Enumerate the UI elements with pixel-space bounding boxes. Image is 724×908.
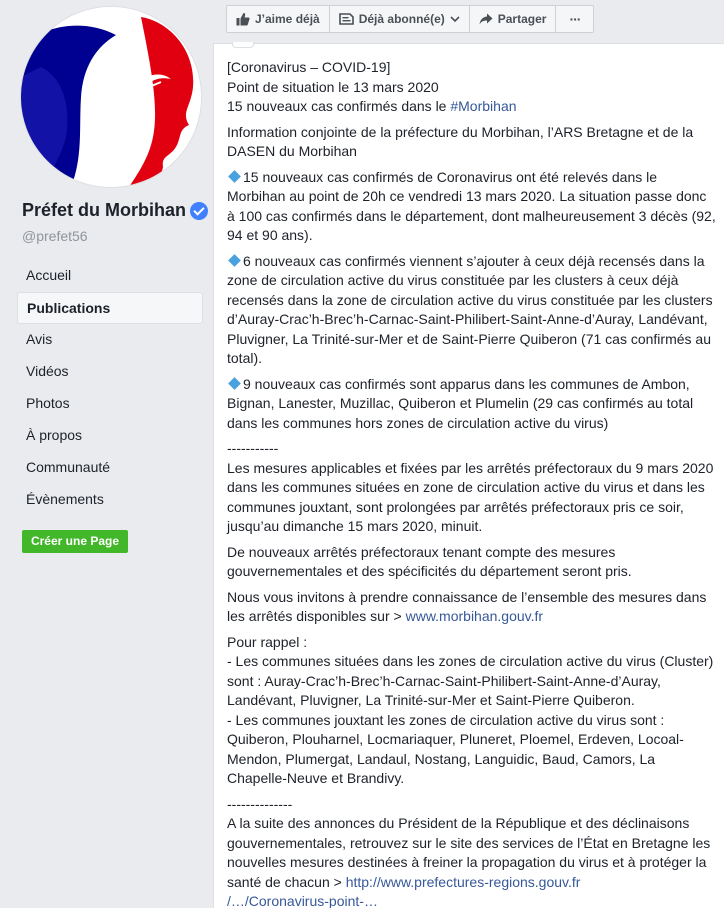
rss-feed-icon xyxy=(339,13,354,25)
separator-2: -------------- xyxy=(227,795,293,812)
blue-diamond-icon xyxy=(228,254,241,267)
hashtag-link[interactable]: #Morbihan xyxy=(450,98,517,114)
page-handle: @prefet56 xyxy=(22,228,88,244)
share-button[interactable] xyxy=(470,6,557,32)
post-invite xyxy=(227,588,717,627)
post-panel xyxy=(213,43,724,908)
post-point-3-text: 9 nouveaux cas confirmés sont apparus dans les communes de Ambon, Bignan, Lanester, Muzillac, Quiberon et Plumelin (29 cas confirmés au total dans les communes hors zones de circulation active du virus) xyxy=(227,375,694,431)
reminder-adjacent: - Les communes jouxtant les zones de circulation active du virus sont : Quiberon, Plouharnel, Locmariaquer, Pluneret, Ploemel, Erdeven, Locoal-Mendon, Plumergat, Landaul, Nostang, Languidic, Baud, Camors, La Chapelle-Neuve et Brandivy. xyxy=(227,711,684,786)
post-intro: Information conjointe de la préfecture du Morbihan, l’ARS Bretagne et de la DASEN du Morbihan xyxy=(227,123,694,159)
more-options-button[interactable] xyxy=(556,6,593,32)
nav-item-accueil[interactable]: Accueil xyxy=(26,267,72,283)
post-point-2 xyxy=(227,252,717,369)
post-measures xyxy=(227,439,717,537)
post-point-2-text: 6 nouveaux cas confirmés viennent s’ajouter à ceux déjà recensés dans la zone de circulation active du virus constituée par les clusters à ceux déjà recensés dans la zone de circulation active du virus constituée par les clusters d’Auray-Crac’h-Brec’h-Carnac-Saint-Philibert-Saint-Anne-d’Auray, Landévant, Pluvigner, La Trinité-sur-Mer et de Saint-Pierre Quiberon (71 cas confirmés au total). xyxy=(227,252,713,366)
separator-1: ----------- xyxy=(227,440,279,456)
post-president-text: A la suite des annonces du Président de la République et des déclinaisons gouvernementales, retrouvez sur le site des services de l’État en Bretagne les nouvelles mesures destinées à freiner la propagation du virus et à protéger la santé de chacun > xyxy=(227,815,711,890)
blue-diamond-icon xyxy=(228,377,241,390)
post-invite-text: Nous vous invitons à prendre connaissance de l’ensemble des mesures dans les arrêtés disponibles sur > xyxy=(227,588,707,624)
nav-item-evenements[interactable]: Évènements xyxy=(26,491,104,507)
post-header-line-2: Point de situation le 13 mars 2020 xyxy=(227,78,439,95)
post-measures-text: Les mesures applicables et fixées par les arrêtés préfectoraux du 9 mars 2020 dans les communes situées en zone de circulation active du virus et dans les communes jouxtant, sont prolongées par arrêtés préfectoraux pris ce soir, jusqu’au dimanche 15 mars 2020, minuit. xyxy=(227,459,714,534)
page-name-text: Préfet du Morbihan xyxy=(22,200,187,220)
follow-button-label: Déjà abonné(e) xyxy=(358,12,445,26)
nav-item-photos[interactable]: Photos xyxy=(26,395,70,411)
nav-item-a-propos[interactable]: À propos xyxy=(26,427,83,443)
reminder-clusters: - Les communes situées dans les zones de circulation active du virus (Cluster) sont : Auray-Crac’h-Brec’h-Carnac-Saint-Philibert-Saint-Anne-d’Auray, Landévant, Pluvigner, La Trinité-sur-Mer et Saint-Pierre Quiberon. xyxy=(227,653,714,708)
post-header-line-3: 15 nouveaux cas confirmés dans le xyxy=(227,98,451,114)
prefectures-link-tail[interactable]: /…/Coronavirus-point-… xyxy=(227,893,378,908)
page-nav xyxy=(17,260,203,516)
nav-item-avis[interactable]: Avis xyxy=(26,331,53,347)
post-body xyxy=(227,58,717,908)
post-new-decrees: De nouveaux arrêtés préfectoraux tenant compte des mesures gouvernementales et des spécificités du département seront pris. xyxy=(227,543,632,579)
like-button-label: J’aime déjà xyxy=(255,12,320,26)
post-header xyxy=(227,58,717,117)
page-name[interactable] xyxy=(22,200,208,221)
left-column xyxy=(0,0,213,908)
follow-button[interactable] xyxy=(330,6,470,32)
share-arrow-icon xyxy=(479,13,493,25)
share-button-label: Partager xyxy=(497,12,547,26)
nav-item-communaute[interactable]: Communauté xyxy=(26,459,111,475)
nav-item-publications[interactable]: Publications xyxy=(17,292,203,324)
marianne-logo-icon xyxy=(21,7,201,187)
thumbs-up-icon xyxy=(236,12,250,26)
post-point-1 xyxy=(227,168,717,246)
post-header-line-1: [Coronavirus – COVID-19] xyxy=(227,59,391,75)
post-president xyxy=(227,795,717,908)
page-actions-bar xyxy=(226,5,594,33)
profile-avatar[interactable] xyxy=(20,6,202,188)
post-tab-decoration xyxy=(232,42,254,48)
post-point-1-text: 15 nouveaux cas confirmés de Coronavirus ont été relevés dans le Morbihan au point de 20h ce vendredi 13 mars 2020. La situation passe donc à 100 cas confirmés dans le département, dont malheureusement 3 décès (92, 94 et 90 ans). xyxy=(227,168,716,243)
chevron-down-icon xyxy=(450,16,460,22)
blue-diamond-icon xyxy=(228,170,241,183)
like-button[interactable] xyxy=(227,6,330,32)
post-reminder xyxy=(227,633,717,789)
prefectures-link[interactable]: http://www.prefectures-regions.gouv.fr xyxy=(345,873,581,890)
nav-item-videos[interactable]: Vidéos xyxy=(26,363,69,379)
create-page-button[interactable]: Créer une Page xyxy=(22,530,128,553)
morbihan-gouv-link[interactable]: www.morbihan.gouv.fr xyxy=(405,608,544,624)
post-point-3 xyxy=(227,375,717,434)
verified-badge-icon xyxy=(190,202,208,220)
reminder-title: Pour rappel : xyxy=(227,633,308,650)
more-options-icon: ··· xyxy=(569,11,581,27)
